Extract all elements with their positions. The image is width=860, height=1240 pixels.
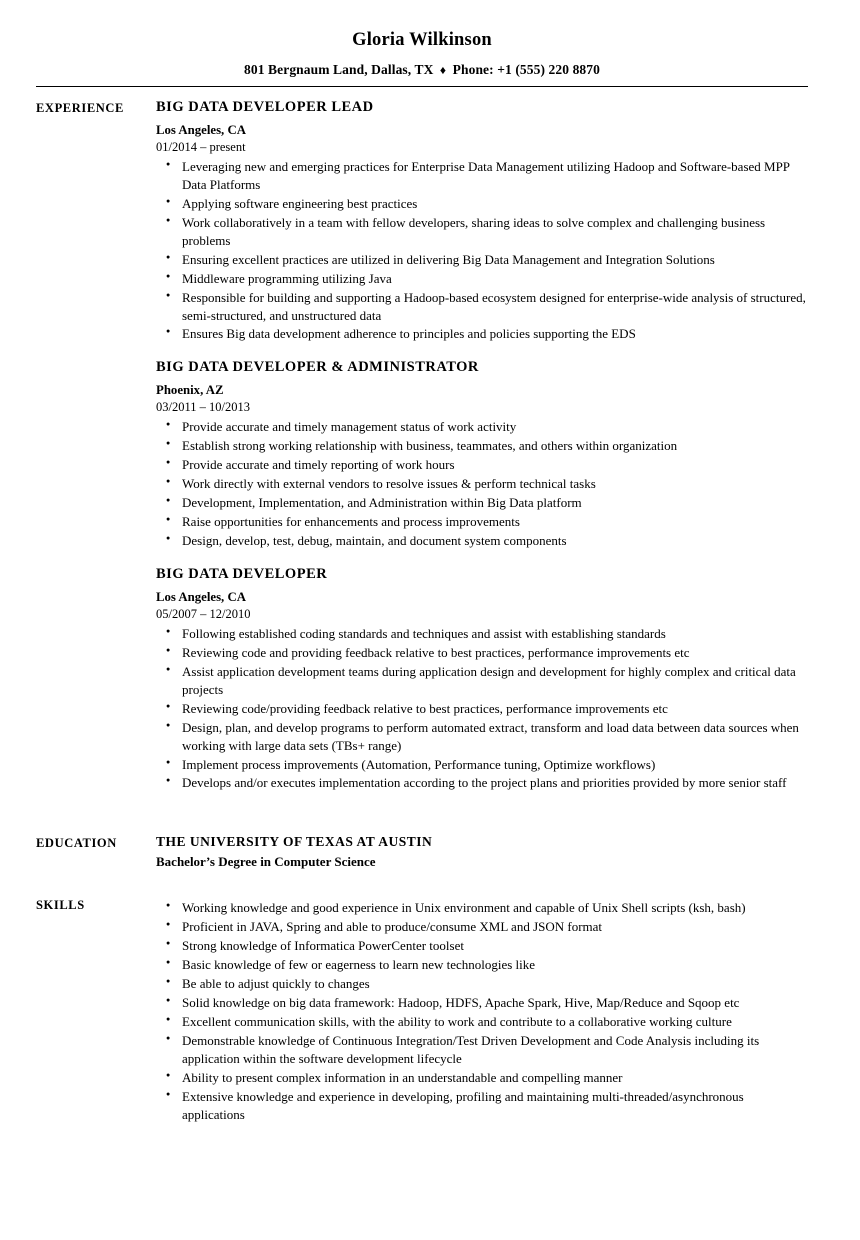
- list-item: ● Provide accurate and timely management status of work activity: [156, 418, 808, 436]
- job-dates: 01/2014 – present: [156, 140, 246, 154]
- contact-line: [36, 62, 808, 78]
- list-item: ● Responsible for building and supporting a Hadoop-based ecosystem designed for enterprise-wide analysis of structured, semi-structured, and unstructured data: [156, 289, 808, 325]
- list-item: ● Proficient in JAVA, Spring and able to produce/consume XML and JSON format: [156, 918, 808, 936]
- list-item: ● Implement process improvements (Automation, Performance tuning, Optimize workflows): [156, 756, 808, 774]
- experience-entries: [156, 99, 808, 808]
- list-item: ● Following established coding standards and techniques and assist with establishing standards: [156, 625, 808, 643]
- job-bullets: [156, 418, 808, 550]
- list-item: ● Reviewing code/providing feedback relative to best practices, performance improvements etc: [156, 700, 808, 718]
- candidate-name: Gloria Wilkinson: [352, 30, 492, 50]
- list-item: ● Leveraging new and emerging practices for Enterprise Data Management utilizing Hadoop and Software-based MPP Data Platforms: [156, 158, 808, 194]
- job-bullets: [156, 625, 808, 792]
- education-entries: [156, 834, 808, 870]
- job-location: Los Angeles, CA: [156, 123, 246, 137]
- list-item: ● Solid knowledge on big data framework: Hadoop, HDFS, Apache Spark, Hive, Map/Reduce and Sqoop etc: [156, 994, 808, 1012]
- skills-entries: [156, 896, 808, 1123]
- list-item: ● Excellent communication skills, with the ability to work and contribute to a collaborative working culture: [156, 1013, 808, 1031]
- experience-section-label: EXPERIENCE: [36, 101, 124, 115]
- job-title: BIG DATA DEVELOPER: [156, 565, 328, 582]
- list-item: ● Ensuring excellent practices are utilized in delivering Big Data Management and Integration Solutions: [156, 251, 808, 269]
- job-dates: 03/2011 – 10/2013: [156, 400, 250, 415]
- skills-bullets: [156, 899, 808, 1123]
- contact-address: 801 Bergnaum Land, Dallas, TX: [244, 62, 434, 77]
- list-item: ● Strong knowledge of Informatica PowerCenter toolset: [156, 937, 808, 955]
- job-entry: [156, 99, 808, 343]
- diamond-separator-icon: ♦: [439, 63, 447, 77]
- list-item: ● Develops and/or executes implementation according to the project plans and priorities provided by more senior staff: [156, 774, 808, 792]
- job-title: BIG DATA DEVELOPER LEAD: [156, 99, 374, 115]
- job-location: Los Angeles, CA: [156, 589, 246, 604]
- list-item: ● Establish strong working relationship with business, teammates, and others within organization: [156, 437, 808, 455]
- header-divider: [36, 86, 808, 87]
- list-item: ● Be able to adjust quickly to changes: [156, 975, 808, 993]
- job-bullets: [156, 158, 808, 343]
- list-item: ● Applying software engineering best practices: [156, 195, 808, 213]
- skills-section: [36, 896, 808, 1123]
- education-degree: Bachelor’s Degree in Computer Science: [156, 854, 376, 870]
- list-item: ● Work collaboratively in a team with fellow developers, sharing ideas to solve complex and challenging business problems: [156, 214, 808, 250]
- list-item: ● Extensive knowledge and experience in developing, profiling and maintaining multi-threaded/asynchronous applications: [156, 1088, 808, 1124]
- list-item: ● Demonstrable knowledge of Continuous Integration/Test Driven Development and Code Analysis including its application within the software development lifecycle: [156, 1032, 808, 1068]
- list-item: ● Basic knowledge of few or eagerness to learn new technologies like: [156, 956, 808, 974]
- job-location: Phoenix, AZ: [156, 383, 224, 398]
- contact-phone: Phone: +1 (555) 220 8870: [452, 62, 600, 77]
- education-section-label: EDUCATION: [36, 836, 117, 851]
- list-item: ● Assist application development teams during application design and development for highly complex and critical data projects: [156, 663, 808, 699]
- list-item: ● Design, plan, and develop programs to perform automated extract, transform and load data between data sources when working with large data sets (TBs+ range): [156, 719, 808, 755]
- resume-body: [36, 99, 808, 1124]
- list-item: ● Ensures Big data development adherence to principles and policies supporting the EDS: [156, 325, 808, 343]
- list-item: ● Working knowledge and good experience in Unix environment and capable of Unix Shell scripts (ksh, bash): [156, 899, 808, 917]
- skills-section-label: SKILLS: [36, 898, 85, 913]
- list-item: ● Raise opportunities for enhancements and process improvements: [156, 513, 808, 531]
- education-school: THE UNIVERSITY OF TEXAS AT AUSTIN: [156, 834, 433, 850]
- list-item: ● Development, Implementation, and Administration within Big Data platform: [156, 494, 808, 512]
- job-entry: [156, 566, 808, 792]
- list-item: ● Ability to present complex information in an understandable and compelling manner: [156, 1069, 808, 1087]
- list-item: ● Design, develop, test, debug, maintain, and document system components: [156, 532, 808, 550]
- list-item: ● Provide accurate and timely reporting of work hours: [156, 456, 808, 474]
- job-entry: [156, 359, 808, 550]
- list-item: ● Reviewing code and providing feedback relative to best practices, performance improvements etc: [156, 644, 808, 662]
- job-title: BIG DATA DEVELOPER & ADMINISTRATOR: [156, 359, 479, 376]
- list-item: ● Middleware programming utilizing Java: [156, 270, 808, 288]
- experience-section: [36, 99, 808, 808]
- list-item: ● Work directly with external vendors to resolve issues & perform technical tasks: [156, 475, 808, 493]
- education-section: [36, 834, 808, 870]
- job-dates: 05/2007 – 12/2010: [156, 606, 251, 621]
